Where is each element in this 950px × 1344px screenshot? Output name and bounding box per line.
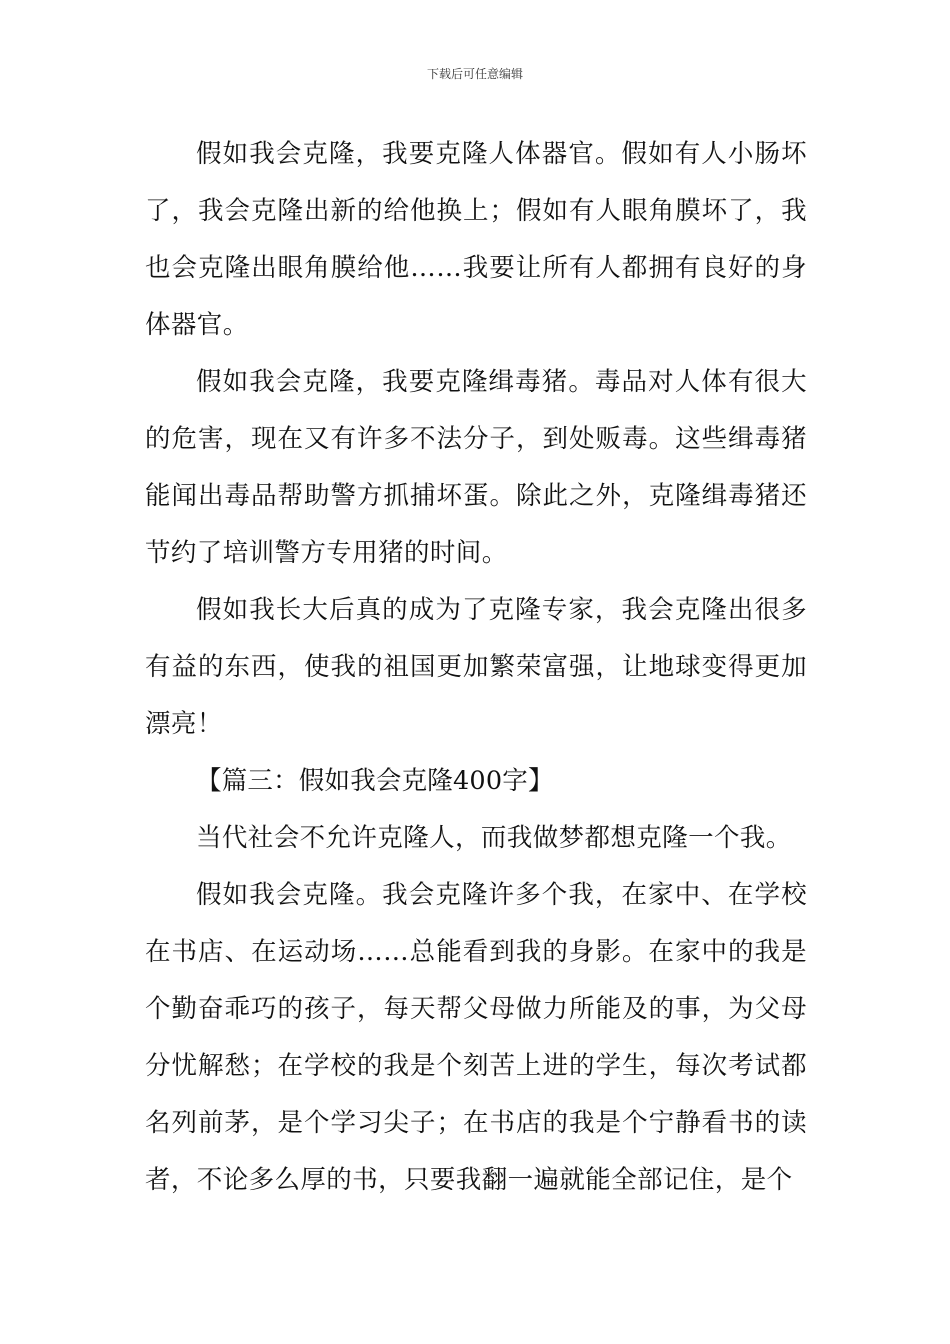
- paragraph-clone-drug-pigs: 假如我会克隆，我要克隆缉毒猪。毒品对人体有很大的危害，现在又有许多不法分子，到处贩毒。这些缉毒猪能闻出毒品帮助警方抓捕坏蛋。除此之外，克隆缉毒猪还节约了培训警方专用猪的时间。: [145, 367, 807, 568]
- paragraph-clone-expert: 假如我长大后真的成为了克隆专家，我会克隆出很多有益的东西，使我的祖国更加繁荣富强，让地球变得更加漂亮！: [145, 595, 807, 739]
- document-body: [145, 126, 807, 1209]
- paragraph-clone-myself: 假如我会克隆。我会克隆许多个我，在家中、在学校在书店、在运动场……总能看到我的身影。在家中的我是个勤奋乖巧的孩子，每天帮父母做力所能及的事，为父母分忧解愁；在学校的我是个刻苦上进的学生，每次考试都名列前茅，是个学习尖子；在书店的我是个宁静看书的读者，不论多么厚的书，只要我翻一遍就能全部记住，是个: [145, 880, 807, 1195]
- section-heading: 【篇三：假如我会克隆400字】: [196, 766, 554, 796]
- page-header: 下载后可任意编辑: [426, 67, 523, 81]
- paragraph-intro: 当代社会不允许克隆人，而我做梦都想克隆一个我。: [196, 823, 792, 853]
- paragraph-clone-organs: 假如我会克隆，我要克隆人体器官。假如有人小肠坏了，我会克隆出新的给他换上；假如有人眼角膜坏了，我也会克隆出眼角膜给他……我要让所有人都拥有良好的身体器官。: [145, 139, 807, 340]
